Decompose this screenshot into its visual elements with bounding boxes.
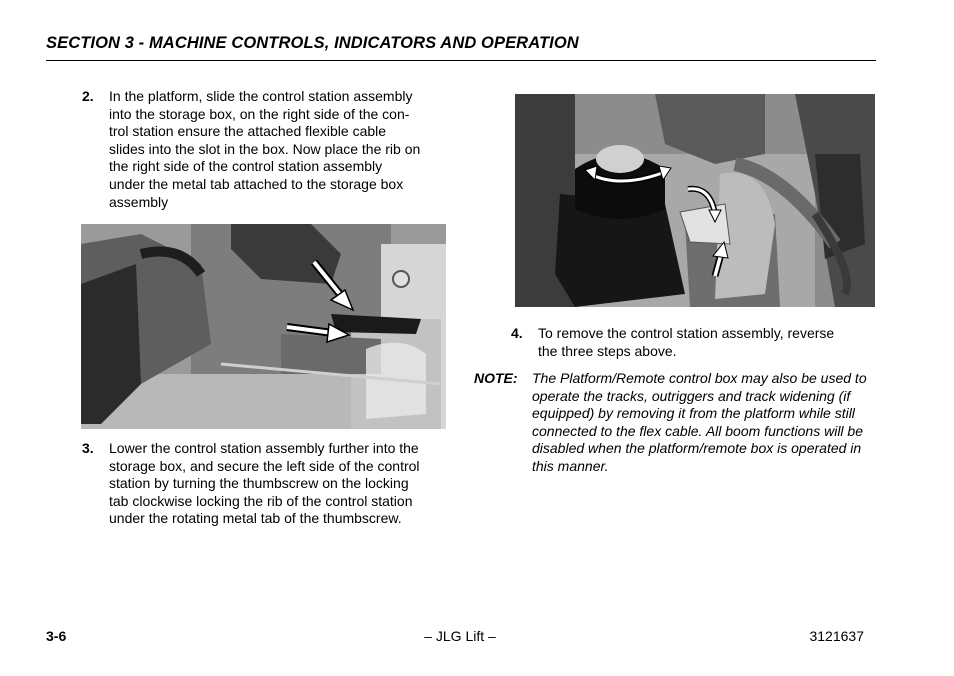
step-line: under the metal tab attached to the storage box bbox=[109, 175, 404, 192]
note-line: connected to the flex cable. All boom functions will be bbox=[532, 422, 864, 439]
step-line: assembly bbox=[109, 193, 169, 210]
step-line: trol station ensure the attached flexible cable bbox=[109, 123, 387, 140]
note-line: equipped) by removing it from the platform while still bbox=[532, 405, 855, 421]
section-title: SECTION 3 - MACHINE CONTROLS, INDICATORS AND OPERATION bbox=[46, 34, 579, 52]
step-line: Lower the control station assembly further into the bbox=[109, 440, 419, 456]
step-line: the right side of the control station assembly bbox=[109, 158, 383, 175]
step-line: To remove the control station assembly, reverse bbox=[538, 325, 835, 341]
note-line: disabled when the platform/remote box is operated in bbox=[532, 440, 862, 456]
step-number: 3. bbox=[82, 440, 94, 456]
step-text bbox=[109, 440, 420, 528]
footer-center-text: – JLG Lift – bbox=[424, 628, 496, 644]
photo-thumbscrew bbox=[515, 94, 875, 307]
step-line: In the platform, slide the control station assembly bbox=[109, 88, 413, 104]
header-rule bbox=[46, 60, 876, 61]
note-line: The Platform/Remote control box may also be used to bbox=[532, 370, 867, 386]
step-line: storage box, and secure the left side of the control bbox=[109, 457, 420, 474]
step-line: slides into the slot in the box. Now place the rib on bbox=[109, 140, 421, 157]
step-text bbox=[109, 88, 420, 211]
note-line: operate the tracks, outriggers and track widening (if bbox=[532, 387, 851, 404]
step-line: into the storage box, on the right side of the con- bbox=[109, 105, 410, 122]
step-line: under the rotating metal tab of the thumbscrew. bbox=[109, 510, 402, 527]
step-line: tab clockwise locking the rib of the control station bbox=[109, 492, 413, 509]
photo-thumbscrew-image bbox=[515, 94, 875, 307]
photo-storage-box bbox=[81, 224, 446, 429]
step-number: 2. bbox=[82, 88, 94, 104]
step-line: station by turning the thumbscrew on the locking bbox=[109, 475, 409, 492]
doc-number: 3121637 bbox=[809, 628, 864, 644]
step-text bbox=[538, 325, 834, 360]
step-line: the three steps above. bbox=[538, 342, 677, 359]
note-label: NOTE: bbox=[474, 370, 518, 386]
page-number: 3-6 bbox=[46, 628, 67, 644]
note-body bbox=[532, 370, 876, 475]
step-number: 4. bbox=[511, 325, 523, 341]
photo-storage-box-image bbox=[81, 224, 446, 429]
note-line: this manner. bbox=[532, 457, 609, 474]
